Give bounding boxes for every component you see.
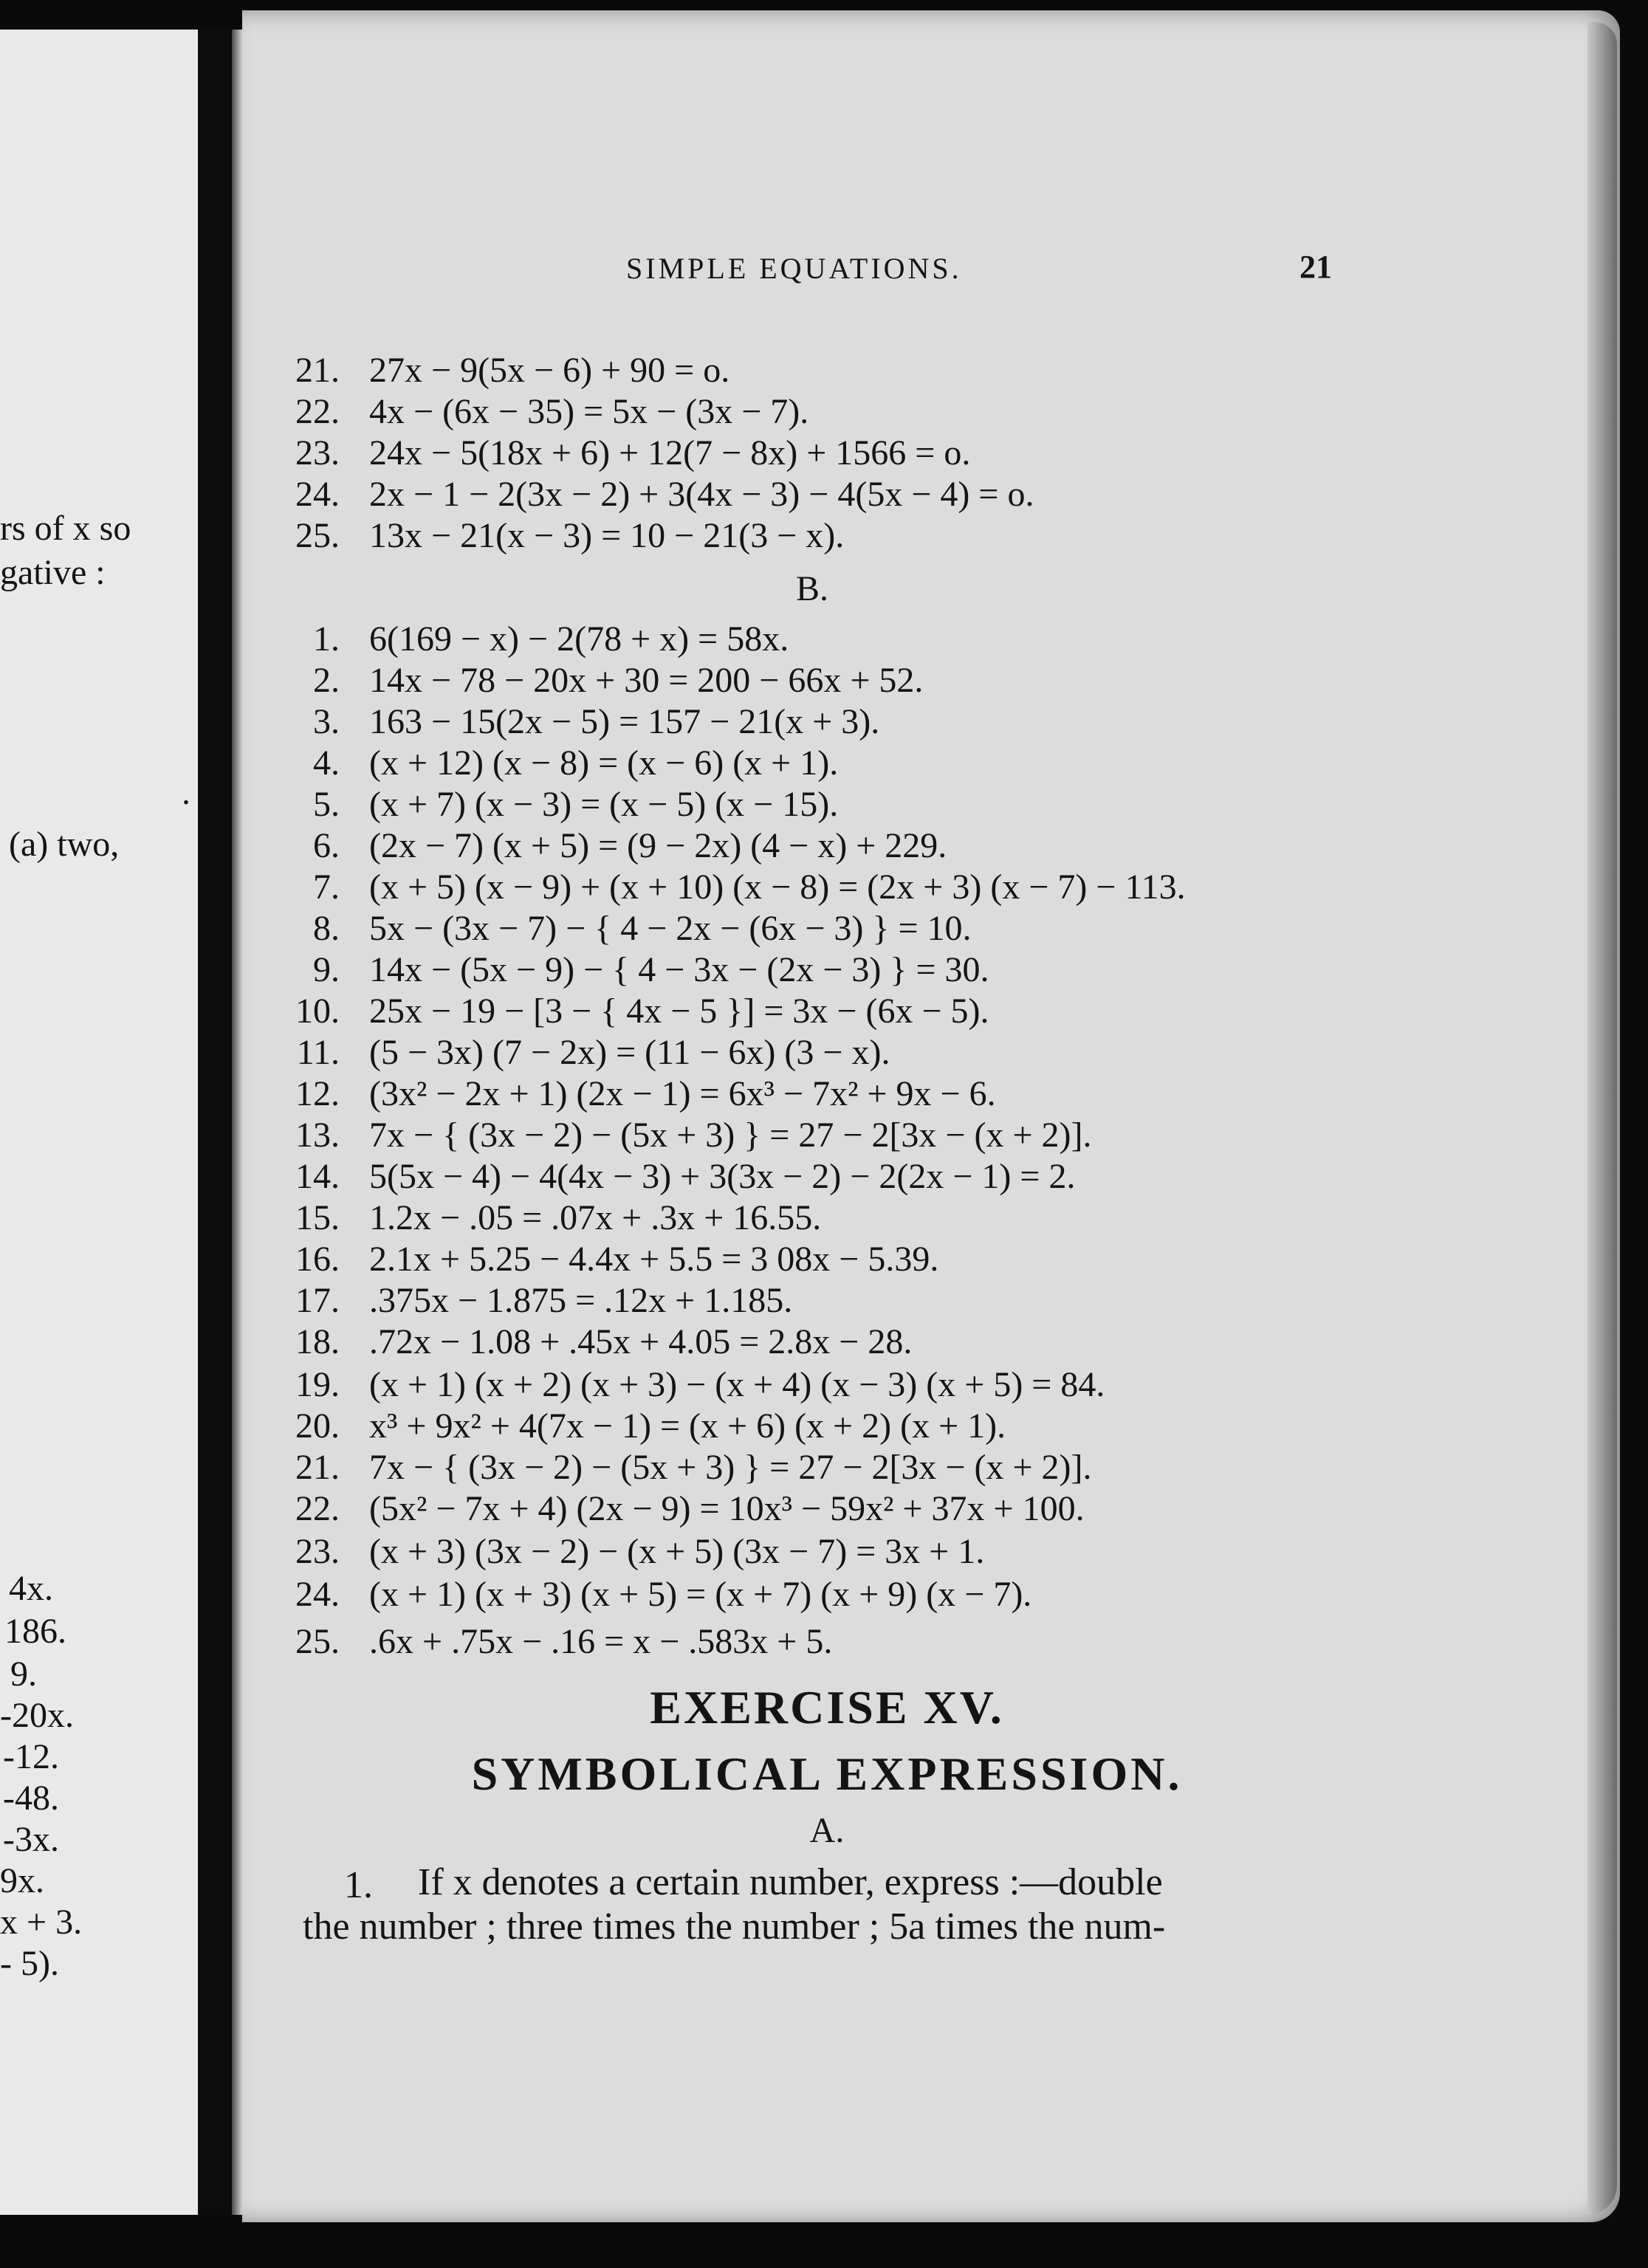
problem-number: 22. xyxy=(295,1489,340,1528)
problem-text-line: If x denotes a certain number, express :—double xyxy=(418,1861,1163,1903)
problem-number: 13. xyxy=(295,1116,340,1155)
left-text-line: -48. xyxy=(3,1779,59,1818)
problem-number: 8. xyxy=(313,909,340,948)
equation: .375x − 1.875 = .12x + 1.185. xyxy=(369,1281,793,1320)
equation: (x + 5) (x − 9) + (x + 10) (x − 8) = (2x + 3) (x − 7) − 113. xyxy=(369,867,1186,907)
left-page xyxy=(0,30,198,2215)
left-text-line: gative : xyxy=(0,553,106,592)
problem-number: 7. xyxy=(313,867,340,907)
problem-number: 24. xyxy=(295,475,340,514)
equation: (5 − 3x) (7 − 2x) = (11 − 6x) (3 − x). xyxy=(369,1033,890,1072)
equation: 7x − { (3x − 2) − (5x + 3) } = 27 − 2[3x − (x + 2)]. xyxy=(369,1116,1092,1155)
equation: (x + 12) (x − 8) = (x − 6) (x + 1). xyxy=(369,743,839,783)
problem-number: 10. xyxy=(295,992,340,1031)
left-text-line: 9. xyxy=(10,1654,37,1694)
problem-number: 22. xyxy=(295,392,340,431)
problem-number: 25. xyxy=(295,1622,340,1661)
problem-number: 15. xyxy=(295,1198,340,1237)
equation: .72x − 1.08 + .45x + 4.05 = 2.8x − 28. xyxy=(369,1322,913,1361)
running-header: SIMPLE EQUATIONS. xyxy=(626,252,962,285)
equation: 6(169 − x) − 2(78 + x) = 58x. xyxy=(369,619,789,659)
problem-number: 21. xyxy=(295,351,340,390)
problem-number: 3. xyxy=(313,702,340,741)
equation: 25x − 19 − [3 − { 4x − 5 }] = 3x − (6x − 5). xyxy=(369,992,989,1031)
section-heading-b: B. xyxy=(796,569,829,608)
problem-number: 14. xyxy=(295,1157,340,1196)
exercise-section-heading: A. xyxy=(809,1811,845,1850)
exercise-subtitle: SYMBOLICAL EXPRESSION. xyxy=(471,1748,1183,1800)
equation: 24x − 5(18x + 6) + 12(7 − 8x) + 1566 = o. xyxy=(369,433,971,472)
problem-number: 6. xyxy=(313,826,340,865)
equation: 5(5x − 4) − 4(4x − 3) + 3(3x − 2) − 2(2x − 1) = 2. xyxy=(369,1157,1076,1196)
problem-number: 4. xyxy=(313,743,340,783)
problem-number: 5. xyxy=(313,785,340,824)
problem-number: 16. xyxy=(295,1240,340,1279)
left-text-line: -3x. xyxy=(3,1820,59,1859)
equation: (x + 7) (x − 3) = (x − 5) (x − 15). xyxy=(369,785,839,824)
problem-number: 9. xyxy=(313,950,340,989)
equation: .6x + .75x − .16 = x − .583x + 5. xyxy=(369,1622,833,1661)
problem-number: 20. xyxy=(295,1406,340,1446)
equation: 163 − 15(2x − 5) = 157 − 21(x + 3). xyxy=(369,702,880,741)
left-text-line: . xyxy=(182,773,190,812)
problem-number: 21. xyxy=(295,1448,340,1487)
problem-number: 2. xyxy=(313,661,340,700)
left-text-line: 4x. xyxy=(9,1569,53,1608)
left-text-line: rs of x so xyxy=(0,509,131,548)
problem-number: 17. xyxy=(295,1281,340,1320)
equation: (x + 3) (3x − 2) − (x + 5) (3x − 7) = 3x + 1. xyxy=(369,1532,985,1571)
problem-number: 18. xyxy=(295,1322,340,1361)
equation: (x + 1) (x + 2) (x + 3) − (x + 4) (x − 3) (x + 5) = 84. xyxy=(369,1365,1105,1404)
equation: 1.2x − .05 = .07x + .3x + 16.55. xyxy=(369,1198,822,1237)
equation: x³ + 9x² + 4(7x − 1) = (x + 6) (x + 2) (x + 1). xyxy=(369,1406,1006,1446)
equation: (3x² − 2x + 1) (2x − 1) = 6x³ − 7x² + 9x − 6. xyxy=(369,1074,996,1113)
problem-number: 11. xyxy=(296,1033,340,1072)
equation: (2x − 7) (x + 5) = (9 − 2x) (4 − x) + 229. xyxy=(369,826,947,865)
left-text-line: -12. xyxy=(3,1737,59,1776)
page-number: 21 xyxy=(1299,249,1332,285)
left-text-line: 9x. xyxy=(0,1861,44,1900)
equation: 14x − (5x − 9) − { 4 − 3x − (2x − 3) } = 30. xyxy=(369,950,989,989)
spine-shadow xyxy=(232,30,242,2215)
equation: 2.1x + 5.25 − 4.4x + 5.5 = 3 08x − 5.39. xyxy=(369,1240,939,1279)
equation: (x + 1) (x + 3) (x + 5) = (x + 7) (x + 9) (x − 7). xyxy=(369,1575,1032,1614)
equation: 13x − 21(x − 3) = 10 − 21(3 − x). xyxy=(369,516,845,555)
left-text-line: x + 3. xyxy=(0,1903,83,1942)
exercise-title: EXERCISE XV. xyxy=(650,1681,1004,1733)
problem-text-line: the number ; three times the number ; 5a times the num- xyxy=(303,1906,1166,1948)
equation: 5x − (3x − 7) − { 4 − 2x − (6x − 3) } = 10. xyxy=(369,909,972,948)
left-text-line: (a) two, xyxy=(9,825,120,864)
equation: 7x − { (3x − 2) − (5x + 3) } = 27 − 2[3x − (x + 2)]. xyxy=(369,1448,1092,1487)
left-text-line: - 5). xyxy=(0,1944,59,1983)
problem-number: 12. xyxy=(295,1074,340,1113)
problem-number: 1. xyxy=(344,1864,373,1906)
problem-number: 23. xyxy=(295,1532,340,1571)
problem-number: 23. xyxy=(295,433,340,472)
equation: 27x − 9(5x − 6) + 90 = o. xyxy=(369,351,730,390)
equation: (5x² − 7x + 4) (2x − 9) = 10x³ − 59x² + 37x + 100. xyxy=(369,1489,1085,1528)
left-text-line: -20x. xyxy=(0,1696,74,1735)
problem-number: 25. xyxy=(295,516,340,555)
problem-number: 24. xyxy=(295,1575,340,1614)
problem-number: 1. xyxy=(313,619,340,659)
problem-number: 19. xyxy=(295,1365,340,1404)
book-spine xyxy=(198,30,232,2215)
equation: 14x − 78 − 20x + 30 = 200 − 66x + 52. xyxy=(369,661,924,700)
equation: 2x − 1 − 2(3x − 2) + 3(4x − 3) − 4(5x − 4) = o. xyxy=(369,475,1034,514)
page-edge xyxy=(1587,22,1617,2215)
left-text-line: 186. xyxy=(4,1612,66,1651)
equation: 4x − (6x − 35) = 5x − (3x − 7). xyxy=(369,392,809,431)
